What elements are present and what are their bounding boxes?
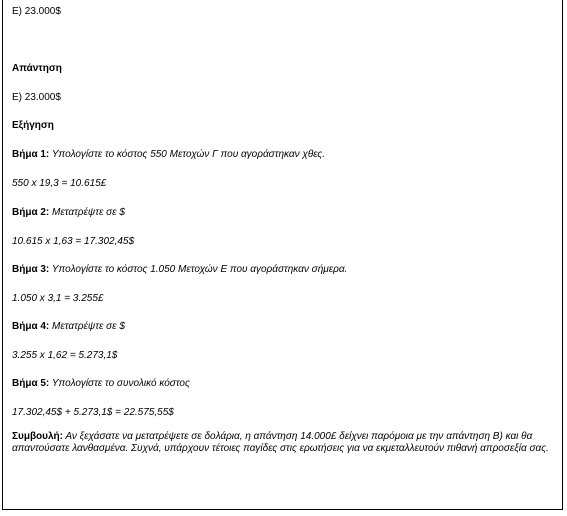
- step-3-calculation: 1.050 x 3,1 = 3.255£: [12, 293, 104, 304]
- step-1-calculation: 550 x 19,3 = 10.615£: [12, 178, 107, 189]
- explanation-heading: Εξήγηση: [12, 120, 54, 131]
- step-3-heading: [12, 264, 347, 276]
- step-2-label: Βήμα 2:: [12, 207, 50, 218]
- step-1-label: Βήμα 1:: [12, 149, 50, 160]
- step-1-text: Υπολογίστε το κόστος 550 Μετοχών Γ που αγοράστηκαν χθες.: [49, 149, 326, 160]
- tip-label: Συμβουλή:: [12, 431, 63, 442]
- tip-paragraph: [12, 431, 558, 455]
- answer-value: Ε) 23.000$: [12, 92, 61, 103]
- step-2-text: Μετατρέψτε σε $: [49, 207, 125, 218]
- step-4-heading: [12, 321, 125, 333]
- step-4-text: Μετατρέψτε σε $: [49, 321, 125, 332]
- step-5-label: Βήμα 5:: [12, 378, 50, 389]
- step-3-label: Βήμα 3:: [12, 264, 50, 275]
- answer-heading: Απάντηση: [12, 63, 62, 74]
- step-2-calculation: 10.615 x 1,63 = 17.302,45$: [12, 236, 135, 247]
- step-5-heading: [12, 378, 190, 390]
- step-5-calculation: 17.302,45$ + 5.273,1$ = 22.575,55$: [12, 407, 174, 418]
- previous-option-text: Ε) 23.000$: [12, 6, 61, 17]
- step-1-heading: [12, 149, 325, 161]
- step-5-text: Υπολογίστε το συνολικό κόστος: [49, 378, 190, 389]
- step-4-calculation: 3.255 x 1,62 = 5.273,1$: [12, 350, 118, 361]
- document-frame: [2, 0, 563, 510]
- step-3-text: Υπολογίστε το κόστος 1.050 Μετοχών Ε που αγοράστηκαν σήμερα.: [49, 264, 348, 275]
- step-4-label: Βήμα 4:: [12, 321, 50, 332]
- step-2-heading: [12, 207, 125, 219]
- tip-text: Αν ξεχάσατε να μετατρέψετε σε δολάρια, η απάντηση 14.000£ δείχνει παρόμοια με την απάντηση Β) και θα απαντούσατε λανθασμένα. Συχνά, υπάρχουν τέτοιες παγίδες στις ερωτήσεις για να εκμεταλλευτούν πιθανή απροσεξία σας.: [12, 431, 549, 454]
